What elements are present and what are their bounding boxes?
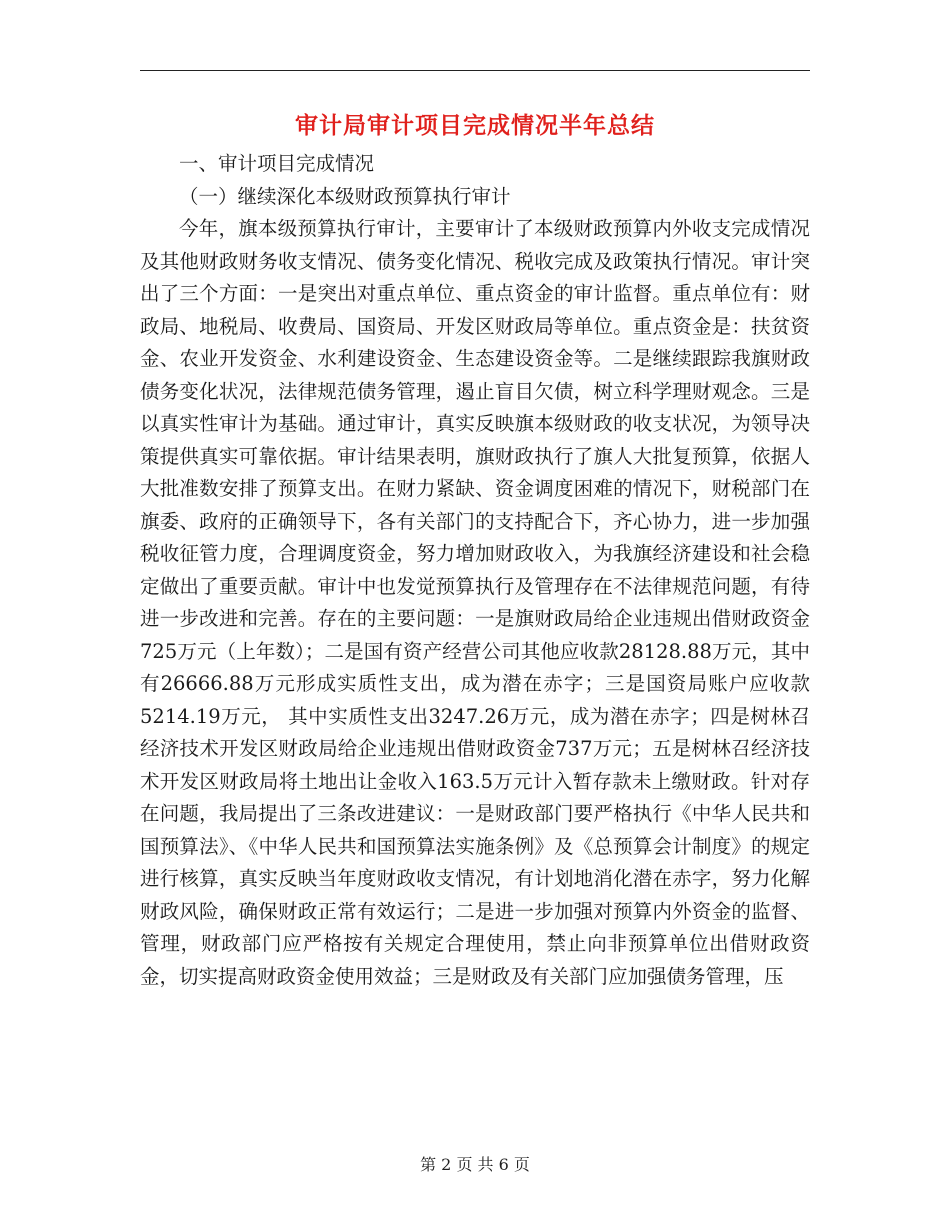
header-rule: [140, 70, 810, 71]
document-title: 审计局审计项目完成情况半年总结: [295, 112, 655, 139]
section-heading: 一、审计项目完成情况: [179, 152, 375, 175]
subsection-heading: （一）继续深化本级财政预算执行审计: [179, 184, 511, 208]
page-number: 第 2 页 共 6 页: [420, 1155, 530, 1174]
document-body: [140, 148, 810, 993]
body-paragraph: 今年，旗本级预算执行审计，主要审计了本级财政预算内外收支完成情况及其他财政财务收支情况、债务变化情况、税收完成及政策执行情况。审计突出了三个方面：一是突出对重点单位、重点资金的审计监督。重点单位有：财政局、地税局、收费局、国资局、开发区财政局等单位。重点资金是：扶贫资金、农业开发资金、水利建设资金、生态建设资金等。二是继续跟踪我旗财政债务变化状况，法律规范债务管理，遏止盲目欠债，树立科学理财观念。三是以真实性审计为基础。通过审计，真实反映旗本级财政的收支状况，为领导决策提供真实可靠依据。审计结果表明，旗财政执行了旗人大批复预算，依据人大批准数安排了预算支出。在财力紧缺、资金调度困难的情况下，财税部门在旗委、政府的正确领导下，各有关部门的支持配合下，齐心协力，进一步加强税收征管力度，合理调度资金，努力增加财政收入，为我旗经济建设和社会稳定做出了重要贡献。审计中也发觉预算执行及管理存在不法律规范问题，有待进一步改进和完善。存在的主要问题：一是旗财政局给企业违规出借财政资金725万元（上年数）；二是国有资产经营公司其他应收款28128.88万元，其中有26666.88万元形成实质性支出，成为潜在赤字；三是国资局账户应收款5214.19万元， 其中实质性支出3247.26万元，成为潜在赤字；四是树林召经济技术开发区财政局给企业违规出借财政资金737万元；五是树林召经济技术开发区财政局将土地出让金收入163.5万元计入暂存款未上缴财政。针对存在问题，我局提出了三条改进建议：一是财政部门要严格执行《中华人民共和国预算法》、《中华人民共和国预算法实施条例》及《总预算会计制度》的规定进行核算，真实反映当年度财政收支情况，有计划地消化潜在赤字，努力化解财政风险，确保财政正常有效运行；二是进一步加强对预算内外资金的监督、管理，财政部门应严格按有关规定合理使用，禁止向非预算单位出借财政资金，切实提高财政资金使用效益；三是财政及有关部门应加强债务管理，压: [140, 217, 810, 988]
